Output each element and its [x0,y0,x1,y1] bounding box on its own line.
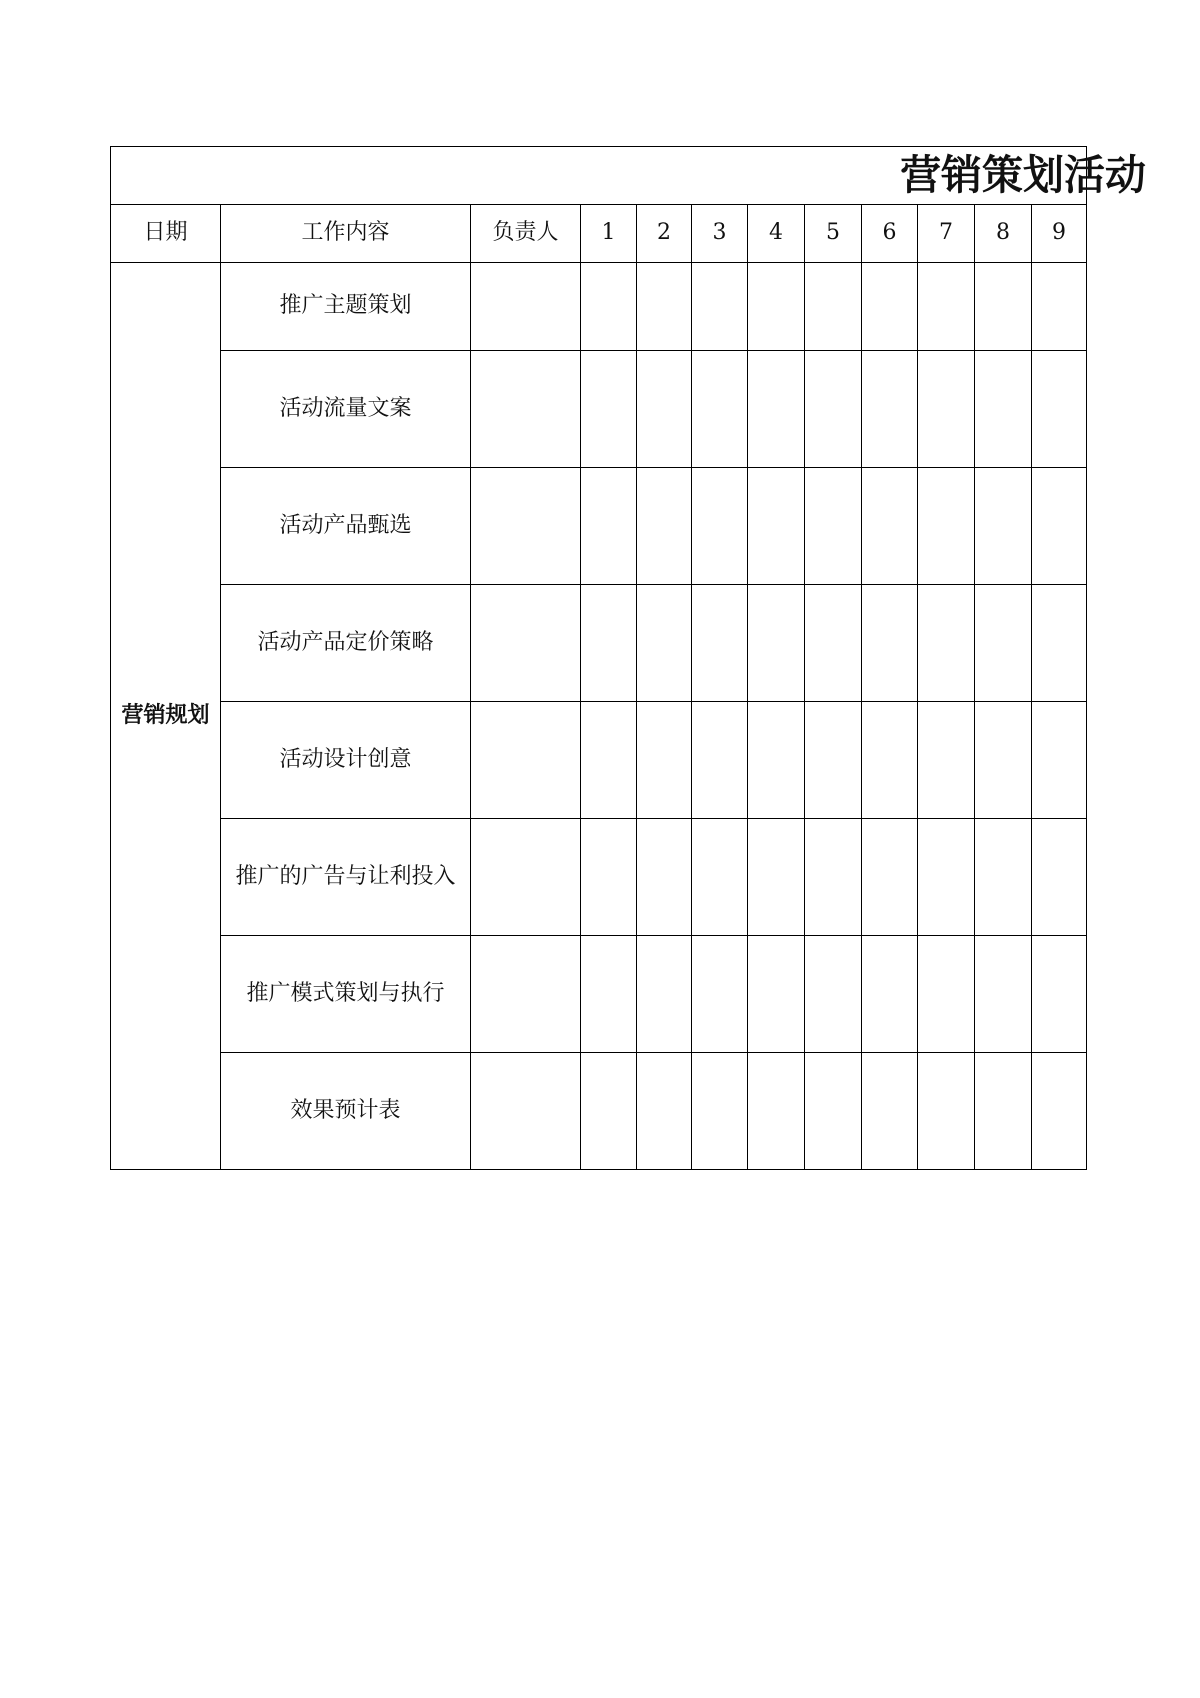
day-cell[interactable] [805,263,862,351]
day-cell[interactable] [1032,819,1087,936]
day-cell[interactable] [1032,702,1087,819]
day-cell[interactable] [581,263,637,351]
day-cell[interactable] [1032,585,1087,702]
day-cell[interactable] [692,468,748,585]
table-row [111,263,1087,351]
day-cell[interactable] [975,468,1032,585]
header-day-4[interactable]: 4 [748,205,805,263]
day-cell[interactable] [581,819,637,936]
day-cell[interactable] [692,702,748,819]
table-title: 营销策划活动 [900,151,1147,199]
task-cell[interactable]: 活动设计创意 [221,702,471,819]
day-cell[interactable] [581,1053,637,1170]
day-cell[interactable] [692,1053,748,1170]
task-cell[interactable]: 推广主题策划 [221,263,471,351]
table-row [111,585,1087,702]
owner-cell[interactable] [471,702,581,819]
day-cell[interactable] [748,702,805,819]
day-cell[interactable] [581,468,637,585]
owner-cell[interactable] [471,585,581,702]
day-cell[interactable] [637,1053,692,1170]
header-day-5[interactable]: 5 [805,205,862,263]
day-cell[interactable] [975,819,1032,936]
owner-cell[interactable] [471,1053,581,1170]
header-day-7[interactable]: 7 [918,205,975,263]
day-cell[interactable] [581,351,637,468]
day-cell[interactable] [692,936,748,1053]
header-owner[interactable]: 负责人 [471,205,581,263]
day-cell[interactable] [862,351,918,468]
day-cell[interactable] [918,351,975,468]
header-day-9[interactable]: 9 [1032,205,1087,263]
day-cell[interactable] [692,819,748,936]
table-row [111,936,1087,1053]
day-cell[interactable] [805,936,862,1053]
day-cell[interactable] [862,585,918,702]
day-cell[interactable] [862,936,918,1053]
day-cell[interactable] [918,263,975,351]
day-cell[interactable] [862,819,918,936]
header-day-6[interactable]: 6 [862,205,918,263]
day-cell[interactable] [975,351,1032,468]
day-cell[interactable] [918,936,975,1053]
task-cell[interactable]: 活动流量文案 [221,351,471,468]
header-day-1[interactable]: 1 [581,205,637,263]
task-cell[interactable]: 推广模式策划与执行 [221,936,471,1053]
day-cell[interactable] [692,351,748,468]
day-cell[interactable] [975,585,1032,702]
header-day-8[interactable]: 8 [975,205,1032,263]
table-row [111,351,1087,468]
day-cell[interactable] [975,263,1032,351]
owner-cell[interactable] [471,263,581,351]
day-cell[interactable] [637,585,692,702]
day-cell[interactable] [975,702,1032,819]
day-cell[interactable] [805,819,862,936]
day-cell[interactable] [748,936,805,1053]
day-cell[interactable] [805,468,862,585]
owner-cell[interactable] [471,468,581,585]
day-cell[interactable] [692,263,748,351]
day-cell[interactable] [862,1053,918,1170]
category-cell[interactable]: 营销规划 [111,263,221,1170]
table-row [111,468,1087,585]
day-cell[interactable] [748,819,805,936]
day-cell[interactable] [748,585,805,702]
day-cell[interactable] [637,936,692,1053]
owner-cell[interactable] [471,819,581,936]
day-cell[interactable] [805,351,862,468]
day-cell[interactable] [581,702,637,819]
day-cell[interactable] [975,936,1032,1053]
day-cell[interactable] [1032,1053,1087,1170]
day-cell[interactable] [748,263,805,351]
table-row [111,819,1087,936]
day-cell[interactable] [805,1053,862,1170]
day-cell[interactable] [637,468,692,585]
day-cell[interactable] [637,351,692,468]
title-cell[interactable] [111,147,1147,205]
day-cell[interactable] [918,468,975,585]
day-cell[interactable] [805,585,862,702]
table-row [111,1053,1087,1170]
day-cell[interactable] [637,819,692,936]
day-cell[interactable] [748,351,805,468]
day-cell[interactable] [862,702,918,819]
day-cell[interactable] [581,585,637,702]
header-date[interactable]: 日期 [111,205,221,263]
owner-cell[interactable] [471,351,581,468]
day-cell[interactable] [748,1053,805,1170]
task-cell[interactable]: 活动产品甄选 [221,468,471,585]
title-row [111,147,1087,205]
day-cell[interactable] [975,1053,1032,1170]
header-content[interactable]: 工作内容 [221,205,471,263]
day-cell[interactable] [1032,351,1087,468]
day-cell[interactable] [1032,468,1087,585]
task-cell[interactable]: 效果预计表 [221,1053,471,1170]
marketing-plan-table [110,146,1147,1170]
day-cell[interactable] [805,702,862,819]
day-cell[interactable] [918,702,975,819]
header-day-2[interactable]: 2 [637,205,692,263]
day-cell[interactable] [862,468,918,585]
day-cell[interactable] [918,819,975,936]
task-cell[interactable]: 推广的广告与让利投入 [221,819,471,936]
task-cell[interactable]: 活动产品定价策略 [221,585,471,702]
table-row [111,702,1087,819]
day-cell[interactable] [918,1053,975,1170]
spreadsheet-sheet [110,146,1147,1160]
day-cell[interactable] [581,936,637,1053]
day-cell[interactable] [692,585,748,702]
header-row [111,205,1087,263]
day-cell[interactable] [862,263,918,351]
day-cell[interactable] [637,702,692,819]
day-cell[interactable] [1032,263,1087,351]
owner-cell[interactable] [471,936,581,1053]
day-cell[interactable] [748,468,805,585]
header-day-3[interactable]: 3 [692,205,748,263]
day-cell[interactable] [918,585,975,702]
day-cell[interactable] [637,263,692,351]
day-cell[interactable] [1032,936,1087,1053]
